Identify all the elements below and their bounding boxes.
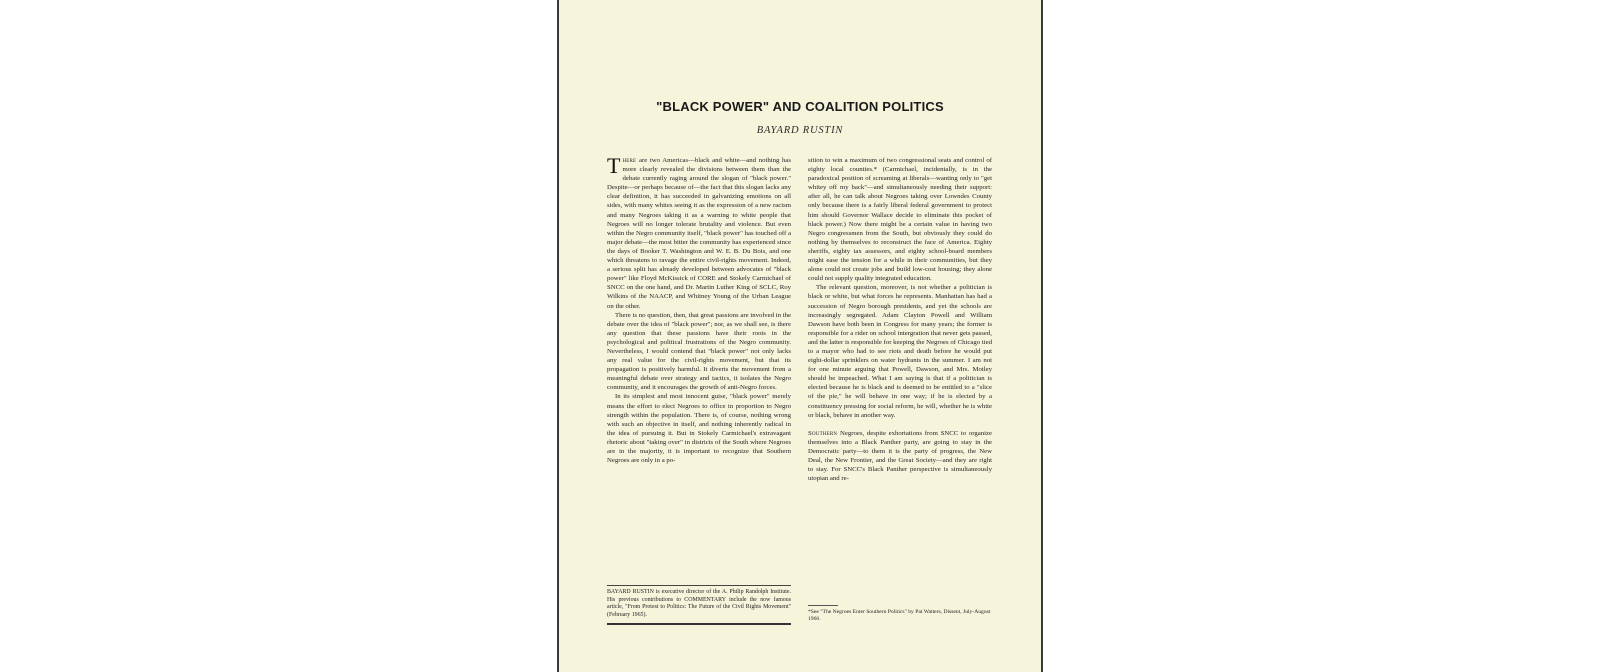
article-author: BAYARD RUSTIN bbox=[756, 125, 844, 136]
left-paragraph-1-body: are two Americas—black and white—and nothing has more clearly revealed the divisions between them than the debate currently raging around the slogan of "black power." Despite—or perhaps because of—the fact that this slogan lacks any clear definition, it has succeeded in galvanizing emotions on all sides, with many whites seeing it as the expression of a new racism and many Negroes taking it as a warning to white people that Negroes will no longer tolerate brutality and violence. But even within the Negro community itself, "black power" has touched off a major debate—the most bitter the community has experienced since the days of Booker T. Washington and W. E. B. Du Bois, and one which threatens to ravage the entire civil-rights movement. Indeed, a serious split has already developed between advocates of "black power" like Floyd McKissick of CORE and Stokely Carmichael of SNCC on the one hand, and Dr. Martin Luther King of SCLC, Roy Wilkins of the NAACP, and Whitney Young of the Urban League on the other. bbox=[607, 157, 791, 310]
author-bio: BAYARD RUSTIN is executive director of the A. Philip Randolph Institute. His previous contributions to COMMENTARY include the now famous article, "From Protest to Politics: The Future of the Civil Rights Movement" (February 1965). bbox=[607, 585, 791, 619]
right-paragraph-3-body: Negroes, despite exhortations from SNCC to organize themselves into a Black Panther party, are going to stay in the Democratic party—to them it is the party of progress, the New Deal, the New Frontier, and the Great Society—and they are right to stay. For SNCC's Black Panther perspective is simultaneously utopian and re- bbox=[808, 429, 992, 483]
footnote-rule bbox=[808, 605, 838, 606]
left-column bbox=[607, 153, 791, 465]
section-lead-word: Southern bbox=[808, 429, 838, 437]
drop-cap: T bbox=[607, 153, 621, 178]
article-title: "BLACK POWER" AND COALITION POLITICS bbox=[656, 99, 944, 114]
left-paragraph-3: In its simplest and most innocent guise, "black power" merely means the effort to elect Negroes to office in proportion to Negro strength within the population. There is, of course, nothing wrong with such an objective in itself, and nothing inherently radical in the idea of pursuing it. But in Stokely Carmichael's extravagant rhetoric about "taking over" in districts of the South where Negroes are in the majority, it is important to recognize that Southern Negroes are only in a po- bbox=[607, 393, 791, 465]
right-column bbox=[808, 156, 992, 483]
right-paragraph-2: The relevant question, moreover, is not whether a politician is black or white, but what forces he represents. Manhattan has had a succession of Negro borough presidents, and yet the schools are increasingly segregated. Adam Clayton Powell and William Dawson have both been in Congress for many years; the former is responsible for a rider on school intergration that never gets passed, and the latter is responsible for keeping the Negroes of Chicago tied to a mayor who had to see riots and death before he would put eight-dollar sprinklers on water hydrants in the summer. I am not for one minute arguing that Powell, Dawson, and Mrs. Motley should be impeached. What I am saying is that if a politician is elected because he is black and is deemed to be entitled to a "slice of the pie," he will behave in one way; if he is elected by a constituency pressing for social reform, he will, whether he is white or black, behave in another way. bbox=[808, 284, 992, 419]
bio-rule bbox=[607, 623, 791, 625]
footnote: *See "The Negroes Enter Southern Politics" by Pat Watters, Dissent, July-August 1966. bbox=[808, 609, 991, 623]
lead-word: here bbox=[622, 157, 637, 164]
right-paragraph-3 bbox=[808, 429, 992, 484]
left-paragraph-1 bbox=[607, 153, 791, 311]
magazine-page bbox=[557, 0, 1043, 672]
left-paragraph-2: There is no question, then, that great passions are involved in the debate over the idea of "black power"; nor, as we shall see, is there any question that these passions have their roots in the psychological and political frustrations of the Negro community. Nevertheless, I would contend that "black power" not only lacks any real value for the civil-rights movement, but that its propagation is positively harmful. It diverts the movement from a meaningful debate over strategy and tactics, it isolates the Negro community, and it encourages the growth of anti-Negro forces. bbox=[607, 311, 791, 392]
right-paragraph-1: sition to win a maximum of two congressional seats and control of eighty local counties.* (Carmichael, incidentally, is in the paradoxical position of screaming at liberals—wanting only to "get whitey off my back"—and simultaneously needing their support: after all, he can talk about Negroes taking over Lowndes County only because there is a fairly liberal federal government to protect him should Governor Wallace decide to eliminate this pocket of black power.) Now there might be a certain value in having two Negro congressmen from the South, but obviously they could do nothing by themselves to reconstruct the face of America. Eighty sheriffs, eighty tax assessors, and eighty school-board members might ease the tension for a while in their communities, but they alone could not create jobs and build low-cost housing; they alone could not supply quality integrated education. bbox=[808, 157, 992, 283]
